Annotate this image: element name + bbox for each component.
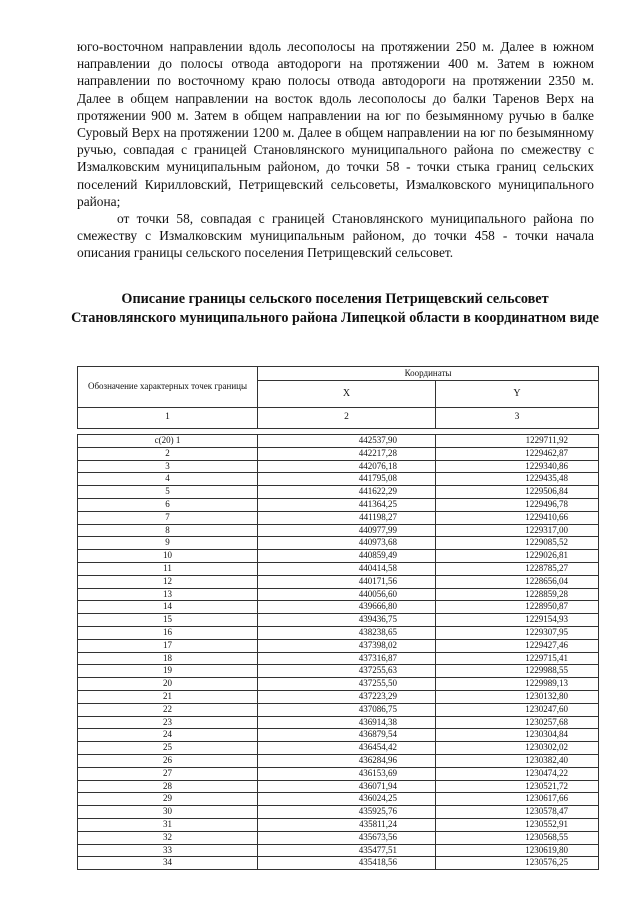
y-cell: 1229427,46 <box>436 639 599 652</box>
y-cell: 1229496,78 <box>436 498 599 511</box>
point-cell: 28 <box>78 780 258 793</box>
point-cell: 34 <box>78 857 258 870</box>
table-row <box>78 652 599 665</box>
x-cell: 437223,29 <box>258 690 436 703</box>
table-row <box>78 690 599 703</box>
x-cell: 440414,58 <box>258 562 436 575</box>
table-row <box>78 575 599 588</box>
point-cell: 5 <box>78 486 258 499</box>
table-row <box>78 601 599 614</box>
y-cell: 1229085,52 <box>436 537 599 550</box>
y-cell: 1229988,55 <box>436 665 599 678</box>
point-cell: 13 <box>78 588 258 601</box>
x-cell: 437398,02 <box>258 639 436 652</box>
point-cell: 21 <box>78 690 258 703</box>
y-cell: 1229715,41 <box>436 652 599 665</box>
point-cell: 6 <box>78 498 258 511</box>
y-cell: 1229711,92 <box>436 435 599 448</box>
y-cell: 1230474,22 <box>436 767 599 780</box>
y-cell: 1228859,28 <box>436 588 599 601</box>
header-x: X <box>258 380 436 407</box>
y-cell: 1228656,04 <box>436 575 599 588</box>
y-cell: 1230247,60 <box>436 703 599 716</box>
table-body <box>78 429 599 870</box>
table-row <box>78 447 599 460</box>
point-cell: c(20) 1 <box>78 435 258 448</box>
table-row <box>78 793 599 806</box>
header-coordinates: Координаты <box>258 367 599 381</box>
table-row <box>78 831 599 844</box>
x-cell: 435673,56 <box>258 831 436 844</box>
point-cell: 23 <box>78 716 258 729</box>
x-cell: 442217,28 <box>258 447 436 460</box>
y-cell: 1230382,40 <box>436 754 599 767</box>
x-cell: 435418,56 <box>258 857 436 870</box>
y-cell: 1229026,81 <box>436 550 599 563</box>
table-row <box>78 742 599 755</box>
header-y: Y <box>436 380 599 407</box>
point-cell: 33 <box>78 844 258 857</box>
point-cell: 4 <box>78 473 258 486</box>
y-cell: 1230304,84 <box>436 729 599 742</box>
table-row <box>78 844 599 857</box>
x-cell: 442076,18 <box>258 460 436 473</box>
x-cell: 442537,90 <box>258 435 436 448</box>
x-cell: 437255,50 <box>258 678 436 691</box>
x-cell: 437316,87 <box>258 652 436 665</box>
table-row <box>78 614 599 627</box>
table-row <box>78 626 599 639</box>
column-number-1: 1 <box>78 408 258 429</box>
point-cell: 3 <box>78 460 258 473</box>
point-cell: 16 <box>78 626 258 639</box>
point-cell: 14 <box>78 601 258 614</box>
table-row <box>78 498 599 511</box>
point-cell: 8 <box>78 524 258 537</box>
x-cell: 436153,69 <box>258 767 436 780</box>
y-cell: 1230568,55 <box>436 831 599 844</box>
y-cell: 1229340,86 <box>436 460 599 473</box>
x-cell: 435925,76 <box>258 806 436 819</box>
x-cell: 440977,99 <box>258 524 436 537</box>
column-number-2: 2 <box>258 408 436 429</box>
point-cell: 24 <box>78 729 258 742</box>
point-cell: 26 <box>78 754 258 767</box>
y-cell: 1229154,93 <box>436 614 599 627</box>
point-cell: 7 <box>78 511 258 524</box>
paragraph-2: от точки 58, совпадая с границей Становлянского муниципального района по смежеству с Измалковским муниципальным районом, до точки 458 - точки начала описания границы сельского поселения Петрищевский сельсовет. <box>77 211 594 261</box>
x-cell: 439436,75 <box>258 614 436 627</box>
x-cell: 440056,60 <box>258 588 436 601</box>
section-title: Описание границы сельского поселения Петрищевский сельсовет Становлянского муниципального района Липецкой области в координатном виде <box>71 291 599 326</box>
table-row <box>78 716 599 729</box>
y-cell: 1230521,72 <box>436 780 599 793</box>
body-text <box>77 38 594 262</box>
table-row <box>78 537 599 550</box>
y-cell: 1229410,66 <box>436 511 599 524</box>
x-cell: 441198,27 <box>258 511 436 524</box>
table-row <box>78 754 599 767</box>
y-cell: 1229317,00 <box>436 524 599 537</box>
x-cell: 436454,42 <box>258 742 436 755</box>
table-row <box>78 818 599 831</box>
point-cell: 27 <box>78 767 258 780</box>
point-cell: 19 <box>78 665 258 678</box>
point-cell: 15 <box>78 614 258 627</box>
y-cell: 1230617,66 <box>436 793 599 806</box>
y-cell: 1229462,87 <box>436 447 599 460</box>
y-cell: 1230302,02 <box>436 742 599 755</box>
y-cell: 1230578,47 <box>436 806 599 819</box>
table-row <box>78 857 599 870</box>
table-row <box>78 524 599 537</box>
x-cell: 436879,54 <box>258 729 436 742</box>
point-cell: 31 <box>78 818 258 831</box>
y-cell: 1230132,80 <box>436 690 599 703</box>
x-cell: 440973,68 <box>258 537 436 550</box>
x-cell: 436024,25 <box>258 793 436 806</box>
x-cell: 437255,63 <box>258 665 436 678</box>
table-row <box>78 435 599 448</box>
table-row <box>78 780 599 793</box>
table-row <box>78 703 599 716</box>
table-row <box>78 550 599 563</box>
y-cell: 1228785,27 <box>436 562 599 575</box>
paragraph-1: юго-восточном направлении вдоль лесополосы на протяжении 250 м. Далее в южном направлении до полосы отвода автодороги на протяжении 400 м. Затем в южном направлении по восточному краю полосы отвода автодороги на протяжении 2350 м. Далее в общем направлении на восток вдоль лесополосы до балки Таренов Верх на протяжении 900 м. Затем в общем направлении на юг по безымянному ручью в балке Суровый Верх на протяжении 1200 м. Далее в общем направлении на юг по безымянному ручью, совпадая с границей Становлянского муниципального района по смежеству с Измалковским муниципальным районом, до точки 58 - точки стыка границ сельских поселений Кирилловский, Петрищевский сельсоветы, Измалковского муниципального района; <box>77 39 594 209</box>
table-row <box>78 511 599 524</box>
x-cell: 437086,75 <box>258 703 436 716</box>
y-cell: 1229307,95 <box>436 626 599 639</box>
y-cell: 1228950,87 <box>436 601 599 614</box>
x-cell: 440859,49 <box>258 550 436 563</box>
point-cell: 11 <box>78 562 258 575</box>
x-cell: 441622,29 <box>258 486 436 499</box>
table-row <box>78 460 599 473</box>
table-row <box>78 486 599 499</box>
point-cell: 17 <box>78 639 258 652</box>
header-points: Обозначение характерных точек границы <box>78 367 258 408</box>
point-cell: 25 <box>78 742 258 755</box>
table-row <box>78 678 599 691</box>
x-cell: 435477,51 <box>258 844 436 857</box>
coordinates-table <box>77 366 599 870</box>
table-row <box>78 767 599 780</box>
point-cell: 30 <box>78 806 258 819</box>
point-cell: 12 <box>78 575 258 588</box>
x-cell: 436284,96 <box>258 754 436 767</box>
table-row <box>78 588 599 601</box>
point-cell: 10 <box>78 550 258 563</box>
x-cell: 438238,65 <box>258 626 436 639</box>
y-cell: 1229435,48 <box>436 473 599 486</box>
y-cell: 1229989,13 <box>436 678 599 691</box>
point-cell: 9 <box>78 537 258 550</box>
table-row <box>78 729 599 742</box>
x-cell: 435811,24 <box>258 818 436 831</box>
table-row <box>78 562 599 575</box>
x-cell: 436071,94 <box>258 780 436 793</box>
y-cell: 1230576,25 <box>436 857 599 870</box>
y-cell: 1230552,91 <box>436 818 599 831</box>
point-cell: 2 <box>78 447 258 460</box>
y-cell: 1230619,80 <box>436 844 599 857</box>
table-row <box>78 639 599 652</box>
point-cell: 29 <box>78 793 258 806</box>
x-cell: 440171,56 <box>258 575 436 588</box>
y-cell: 1229506,84 <box>436 486 599 499</box>
table-row <box>78 806 599 819</box>
point-cell: 22 <box>78 703 258 716</box>
table-row <box>78 473 599 486</box>
point-cell: 18 <box>78 652 258 665</box>
column-number-3: 3 <box>436 408 599 429</box>
x-cell: 441795,08 <box>258 473 436 486</box>
x-cell: 436914,38 <box>258 716 436 729</box>
point-cell: 32 <box>78 831 258 844</box>
x-cell: 439666,80 <box>258 601 436 614</box>
point-cell: 20 <box>78 678 258 691</box>
table-row <box>78 665 599 678</box>
coordinates-table-wrap <box>77 366 598 870</box>
x-cell: 441364,25 <box>258 498 436 511</box>
y-cell: 1230257,68 <box>436 716 599 729</box>
